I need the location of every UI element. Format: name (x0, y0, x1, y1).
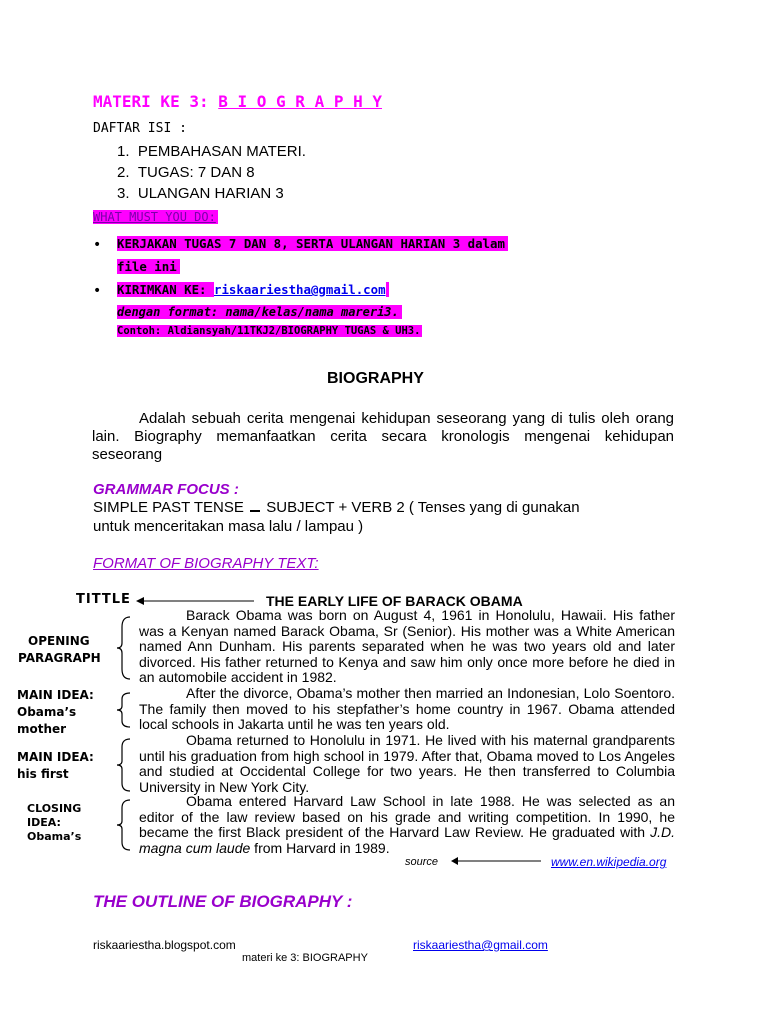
paragraph-main-1 (139, 686, 675, 733)
format-line: dengan format: nama/kelas/nama mareri3. (117, 305, 402, 319)
brace-4 (116, 798, 134, 852)
biography-heading: BIOGRAPHY (327, 370, 424, 387)
title-spaced: B I O G R A P H Y (218, 92, 382, 111)
brace-2 (116, 691, 134, 729)
label-opening (18, 633, 110, 683)
toc-item-1: 1. PEMBAHASAN MATERI. (117, 143, 306, 160)
paragraph-closing (139, 794, 675, 856)
definition-text: Adalah sebuah cerita mengenai kehidupan seseorang yang di tulis oleh orang lain. Biography memanfaatkan cerita secara kronologis mengenai kehidupan seseorang (92, 410, 674, 463)
brace-1 (116, 615, 134, 681)
grammar-line-2: untuk menceritakan masa lalu / lampau ) (93, 518, 364, 535)
toc-item-1-label: PEMBAHASAN MATERI. (137, 143, 306, 160)
source-link[interactable]: www.en.wikipedia.org (551, 855, 667, 869)
label-main-idea-1 (17, 687, 109, 733)
bullet-1-line-1: KERJAKAN TUGAS 7 DAN 8, SERTA ULANGAN HARIAN 3 dalam (117, 236, 508, 251)
source-label: source (405, 856, 439, 868)
label-main-idea-2 (17, 749, 109, 789)
bullet-2-label: KIRIMKAN KE: (117, 282, 214, 297)
label-main-idea-1-line-1: MAIN IDEA: (17, 688, 94, 702)
label-opening-line-1: OPENING (28, 634, 90, 648)
bullet-2-dot: • (93, 283, 102, 299)
toc-item-2: 2. TUGAS: 7 DAN 8 (117, 164, 255, 181)
what-must-heading: WHAT MUST YOU DO: (93, 210, 216, 224)
bullet-2-line (117, 282, 389, 297)
toc-item-2-label: TUGAS: 7 DAN 8 (137, 164, 255, 181)
grammar-formula: SUBJECT + VERB 2 ( Tenses yang di gunakan (262, 499, 580, 516)
brace-3 (116, 737, 134, 793)
document-title (93, 92, 382, 111)
paragraph-main-1-text: After the divorce, Obama’s mother then married an Indonesian, Lolo Soentoro. The family then moved to his stepfather’s home country in 1967. Obama attended local schools in Jakarta until he was ten years old. (139, 685, 675, 732)
definition-paragraph (92, 410, 674, 464)
label-main-idea-2-line-2: his first (17, 767, 69, 781)
daftar-isi-label: DAFTAR ISI : (93, 121, 187, 136)
paragraph-main-2 (139, 733, 675, 795)
label-closing-line-1: CLOSING (27, 802, 82, 815)
contoh-line: Contoh: Aldiansyah/11TKJ2/BIOGRAPHY TUGAS & UH3. (117, 325, 421, 337)
paragraph-opening-text: Barack Obama was born on August 4, 1961 in Honolulu, Hawaii. His father was a Kenyan named Barack Obama, Sr (Senior). His mother was a White American named Ann Dunham. His parents separated when he was two years old and later divorced. His father returned to Kenya and saw him only once more before he died in an automobile accident in 1982. (139, 607, 675, 685)
footer-blog: riskaariestha.blogspot.com (93, 938, 236, 952)
label-main-idea-1-line-2: Obama’s (17, 705, 77, 719)
toc-item-3-label: ULANGAN HARIAN 3 (137, 185, 284, 202)
tittle-label-text: TITTLE (76, 592, 131, 607)
label-main-idea-2-line-1: MAIN IDEA: (17, 750, 94, 764)
bullet-2-email-link[interactable]: riskaariestha@gmail.com (213, 282, 386, 297)
label-closing-line-2: IDEA: (27, 816, 61, 829)
tittle-label (76, 592, 131, 607)
bullet-1-dot: • (93, 237, 102, 253)
footer-email-link[interactable]: riskaariestha@gmail.com (413, 938, 548, 952)
grammar-tense: SIMPLE PAST TENSE (93, 499, 249, 516)
source-arrow (451, 856, 543, 866)
text-title: THE EARLY LIFE OF BARACK OBAMA (266, 593, 523, 609)
paragraph-closing-italic: J.D. magna cum laude (139, 824, 675, 856)
paragraph-closing-text: Obama entered Harvard Law School in late 1988. He was selected as an editor of the law review based on his grade and writing competition. In 1990, he became the first Black president of the Harvard Law Review. He graduated with (139, 793, 675, 840)
tittle-arrow (136, 595, 256, 607)
title-prefix: MATERI KE 3: (93, 92, 219, 111)
grammar-heading: GRAMMAR FOCUS : (93, 481, 239, 498)
equals-sign (250, 500, 260, 512)
toc-item-3: 3. ULANGAN HARIAN 3 (117, 185, 284, 202)
label-closing-line-3: Obama’s (27, 830, 82, 843)
label-opening-line-2: PARAGRAPH (18, 651, 101, 665)
grammar-line-1 (93, 499, 580, 516)
footer-center: materi ke 3: BIOGRAPHY (242, 952, 368, 964)
paragraph-main-2-text: Obama returned to Honolulu in 1971. He lived with his maternal grandparents until his graduation from high school in 1979. After that, Obama moved to Los Angeles and studied at Occidental College for two years. He then transferred to Columbia University in New York City. (139, 732, 675, 795)
paragraph-opening (139, 608, 675, 686)
outline-heading: THE OUTLINE OF BIOGRAPHY : (93, 892, 353, 911)
label-main-idea-1-line-3: mother (17, 722, 67, 733)
paragraph-closing-end: from Harvard in 1989. (250, 839, 390, 856)
label-closing (27, 802, 107, 850)
bullet-1-line-2: file ini (117, 259, 180, 274)
format-heading: FORMAT OF BIOGRAPHY TEXT: (93, 555, 319, 572)
